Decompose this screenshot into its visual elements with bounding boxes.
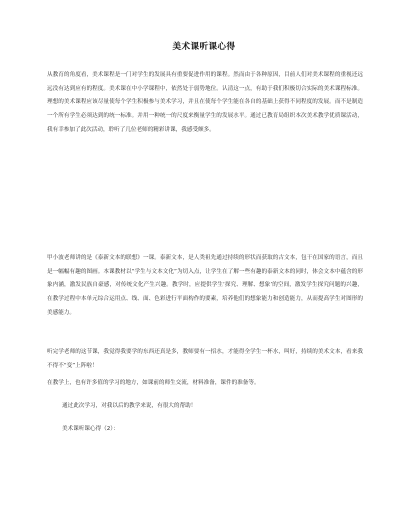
- page-title: 美术课听课心得: [172, 42, 236, 52]
- paragraph-4: 在教学上，也有许多值的学习的地方，如课前的师生交流，材料准备，课件的准备等。: [47, 380, 260, 386]
- paragraph-3: 听完学老师的这节课，我觉得我要学的东西还真是多，教师要有一招水，才能得全学生一杯水，叫好，持续的美术文本，看来我不得不“变”上阵啦！: [47, 349, 363, 369]
- paragraph-5: 通过此次学习，对我以后的教学来说，有很大的帮助！: [62, 403, 197, 409]
- paragraph-6: 美术课听课心得（2）：: [62, 426, 119, 432]
- paragraph-2: 甲小波老师讲的是《泰新文本的联想》一课。泰新文本，是人类祖先通过持续的形状而获取的古文本，包干在国家的语言，而且是一幅幅有趣的图画。本课教材以“学生与文本文化”为切入点，让学生在了解一些有趣的泰新文本的同时，体会文本中蕴含的形象内涵，激发民族自豪感，对传统文化产生兴趣。教学时，应提供学生‘探究、理解、想象’的空间，激发学生探究问题的兴趣，在教学过程中本单元综合运用点、线、面、色彩进行平面构作的要素，培养他们的想象能力和创造能力，从而提高学生对图形的美感能力。: [47, 255, 363, 316]
- paragraph-1: 从教育的角度看，美术课程是一门对学生的发展具有重要促进作用的课程。然而由于各种原因，目前人们对美术课程的重视还远远没有达到应有的程度。美术课在中小学课程中，依然处于弱势地位。认清这一点，有助于我们积极切合实际的美术课程标准。理想的美术课程应该尽量使每个学生积极参与美术学习，并且在使每个学生能在各自的基础上获得不同程度的发展。而不是制造一个所有学生必须达到的统一标准。并用一种统一的尺度来衡量学生的发展水平。通过已教育局组织本次美术教学优质课活动，我有幸参加了此次活动，聆听了几位老师的精彩讲课，我感受颇多。: [47, 72, 363, 133]
